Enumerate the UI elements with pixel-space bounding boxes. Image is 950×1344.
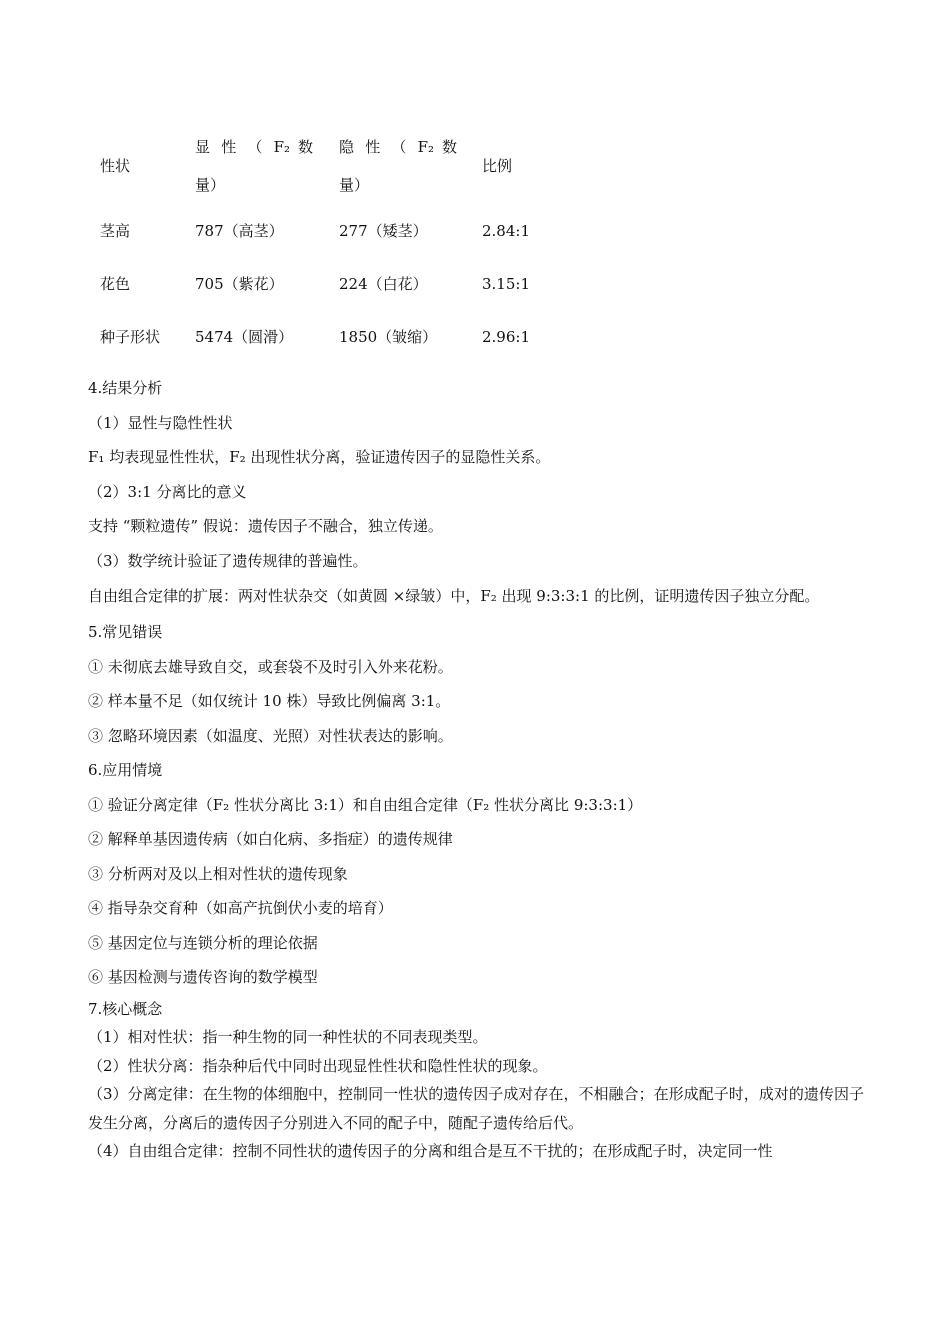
cell-ratio: 2.84:1 <box>482 221 530 240</box>
header-dominant-line2: 量） <box>195 176 226 194</box>
header-dominant <box>195 128 339 204</box>
section-4-2-text: 支持 “颗粒遗传” 假说：遗传因子不融合，独立传递。 <box>88 517 443 535</box>
list-item: （1）相对性状：指一种生物的同一种性状的不同表现类型。 <box>88 1028 488 1046</box>
cell-dominant: 5474（圆滑） <box>195 328 294 346</box>
section-4-3-heading: （3）数学统计验证了遗传规律的普遍性。 <box>88 551 368 570</box>
cell-trait: 花色 <box>100 275 131 293</box>
list-item: （3）分离定律：在生物的体细胞中，控制同一性状的遗传因子成对存在，不相融合；在形成配子时，成对的遗传因子发生分离，分离后的遗传因子分别进入不同的配子中，随配子遗传给后代。 <box>88 1085 864 1132</box>
table-row <box>88 204 582 257</box>
list-item: ① 验证分离定律（F₂ 性状分离比 3:1）和自由组合定律（F₂ 性状分离比 9:3:3:1） <box>88 795 643 814</box>
list-item: ② 样本量不足（如仅统计 10 株）导致比例偏离 3:1。 <box>88 692 451 710</box>
list-item: （2）性状分离：指杂种后代中同时出现显性性状和隐性性状的现象。 <box>88 1056 548 1075</box>
cell-ratio: 3.15:1 <box>482 274 530 293</box>
table-row <box>88 257 582 310</box>
list-item: ③ 分析两对及以上相对性状的遗传现象 <box>88 864 348 883</box>
header-recessive <box>339 128 482 204</box>
cell-recessive: 1850（皱缩） <box>339 328 438 346</box>
section-4-2-heading: （2）3:1 分离比的意义 <box>88 482 247 501</box>
table-header-row <box>88 128 582 204</box>
section-7 <box>88 995 864 1166</box>
section-4-1-text: F₁ 均表现显性性状，F₂ 出现性状分离，验证遗传因子的显隐性关系。 <box>88 448 551 466</box>
cell-ratio: 2.96:1 <box>482 327 530 346</box>
header-ratio: 比例 <box>482 157 513 175</box>
header-recessive-line1: 隐 性 （ F₂ 数 <box>339 138 457 156</box>
header-dominant-line1: 显 性 （ F₂ 数 <box>195 138 313 156</box>
header-trait: 性状 <box>100 157 131 175</box>
table-row <box>88 310 582 363</box>
header-recessive-line2: 量） <box>339 176 370 194</box>
cell-recessive: 277（矮茎） <box>339 222 428 240</box>
section-5-title: 5.常见错误 <box>88 623 163 641</box>
section-4-1-heading: （1）显性与隐性性状 <box>88 413 233 432</box>
cell-dominant: 787（高茎） <box>195 222 284 240</box>
list-item: ⑤ 基因定位与连锁分析的理论依据 <box>88 933 318 952</box>
section-4-3-text: 自由组合定律的扩展：两对性状杂交（如黄圆 ×绿皱）中，F₂ 出现 9:3:3:1 的比例，证明遗传因子独立分配。 <box>88 587 820 605</box>
f2-results-table <box>88 128 582 363</box>
section-7-title: 7.核心概念 <box>88 999 163 1018</box>
list-item: ② 解释单基因遗传病（如白化病、多指症）的遗传规律 <box>88 830 453 848</box>
section-6-title: 6.应用情境 <box>88 761 163 779</box>
section-4-title: 4.结果分析 <box>88 379 163 397</box>
list-item: ⑥ 基因检测与遗传咨询的数学模型 <box>88 968 318 986</box>
list-item: （4）自由组合定律：控制不同性状的遗传因子的分离和组合是互不干扰的；在形成配子时，决定同一性 <box>88 1142 773 1160</box>
list-item: ④ 指导杂交育种（如高产抗倒伏小麦的培育） <box>88 899 393 917</box>
cell-recessive: 224（白花） <box>339 275 428 293</box>
list-item: ① 未彻底去雄导致自交，或套袋不及时引入外来花粉。 <box>88 657 453 676</box>
cell-dominant: 705（紫花） <box>195 275 284 293</box>
cell-trait: 茎高 <box>100 222 131 240</box>
list-item: ③ 忽略环境因素（如温度、光照）对性状表达的影响。 <box>88 726 453 745</box>
cell-trait: 种子形状 <box>100 328 161 346</box>
document-body <box>88 371 864 1166</box>
